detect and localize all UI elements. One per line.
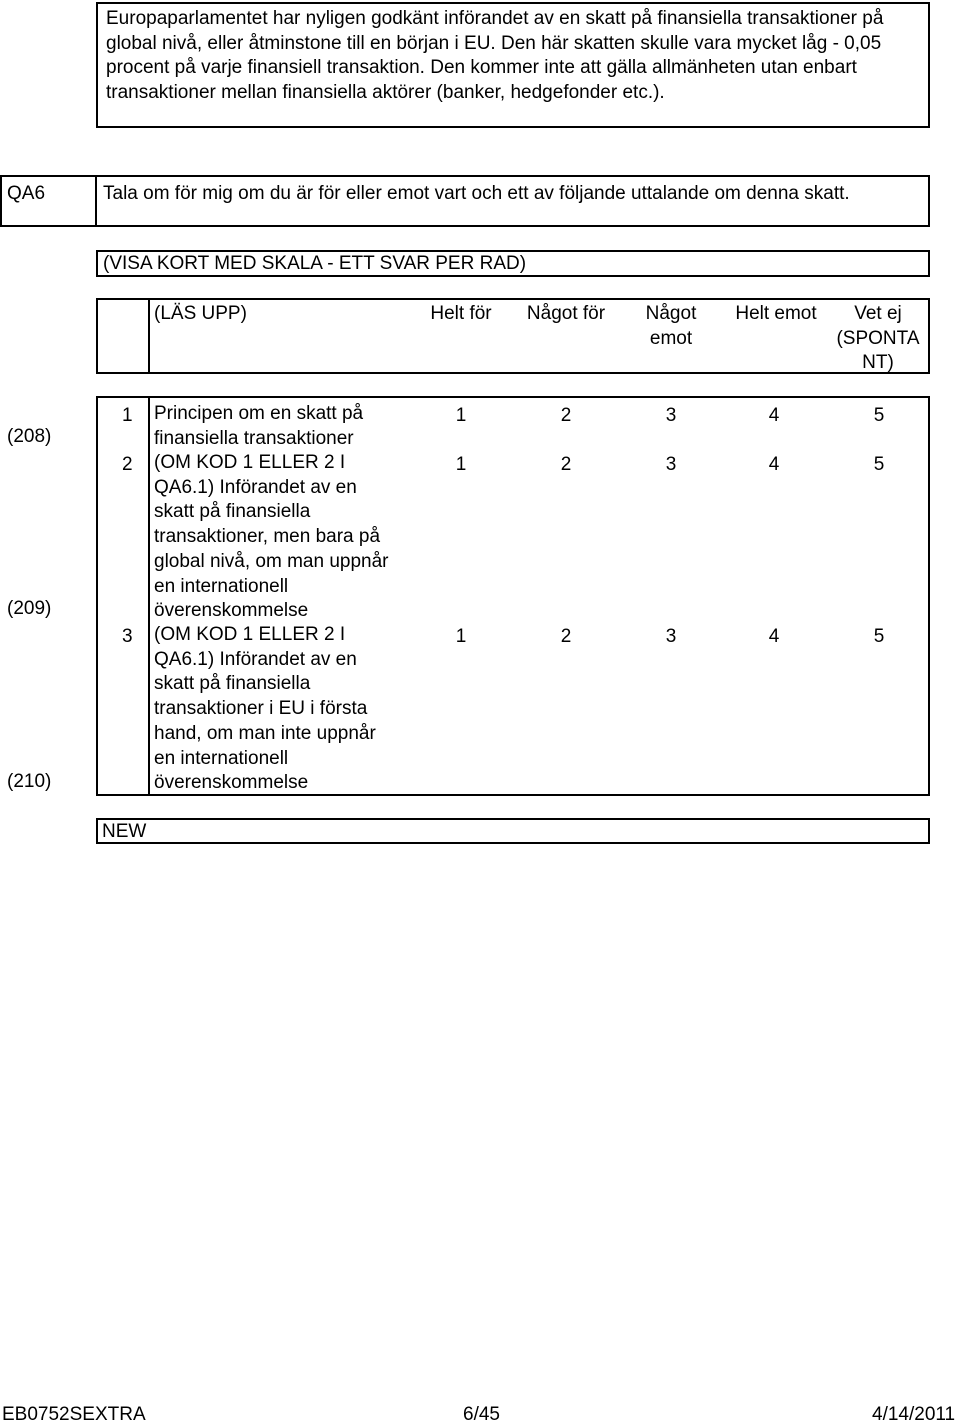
item-code: (208) [7, 426, 52, 447]
item-text-line: finansiella transaktioner [154, 427, 354, 449]
instruction-box [96, 250, 930, 277]
instruction-text: (VISA KORT MED SKALA - ETT SVAR PER RAD) [103, 253, 527, 274]
item-text-line: (OM KOD 1 ELLER 2 I [154, 452, 346, 473]
scale-header-line: Vet ej [854, 303, 902, 324]
read-out-label: (LÄS UPP) [154, 303, 247, 324]
intro-text-box [96, 2, 930, 128]
scale-header-line: Helt för [430, 303, 492, 324]
item-code: (210) [7, 771, 52, 792]
scale-header-nagot-for [516, 302, 616, 327]
scale-option[interactable]: 2 [560, 626, 572, 647]
item-text-line: överenskommelse [154, 772, 309, 794]
scale-option[interactable]: 3 [665, 405, 677, 426]
scale-header-line: Något [645, 303, 697, 324]
scale-option[interactable]: 4 [768, 405, 780, 426]
question-text: Tala om för mig om du är för eller emot vart och ett av följande uttalande om denna skatt. [103, 183, 850, 204]
item-text-line: transaktioner, men bara på [154, 526, 381, 548]
footer-date: 4/14/2011 [872, 1404, 956, 1425]
item-text-line: hand, om man inte uppnår [154, 722, 376, 744]
scale-header-helt-for [416, 302, 506, 327]
item-text-line: överenskommelse [154, 600, 309, 622]
divider [148, 298, 150, 374]
item-text-line: QA6.1) Införandet av en [154, 648, 357, 670]
items-table [96, 396, 930, 796]
item-number: 3 [122, 626, 133, 647]
item-text-line: QA6.1) Införandet av en [154, 476, 357, 498]
scale-header-line: emot [649, 327, 693, 349]
item-text [154, 623, 409, 796]
item-text-line: (OM KOD 1 ELLER 2 I [154, 624, 346, 645]
scale-header-helt-emot [726, 302, 826, 327]
scale-option[interactable]: 5 [873, 626, 885, 647]
scale-option[interactable]: 5 [873, 405, 885, 426]
divider [95, 175, 97, 227]
item-text [154, 402, 409, 451]
scale-option[interactable]: 3 [665, 454, 677, 475]
item-text-line: global nivå, om man uppnår [154, 550, 389, 572]
intro-line: procent på varje finansiell transaktion. Den kommer inte att gälla allmänheten utan enbart [106, 57, 857, 78]
item-number: 1 [122, 405, 133, 426]
new-label-box [96, 818, 930, 844]
scale-option[interactable]: 5 [873, 454, 885, 475]
scale-header-line: Helt emot [735, 303, 817, 324]
intro-line: global nivå, eller åtminstone till en början i EU. Den här skatten skulle vara mycket låg - 0,05 [106, 32, 882, 54]
scale-header [96, 298, 930, 374]
item-number: 2 [122, 454, 133, 475]
intro-line: transaktioner mellan finansiella aktörer (banker, hedgefonder etc.). [106, 81, 665, 103]
new-label: NEW [102, 821, 147, 842]
scale-option[interactable]: 1 [455, 454, 467, 475]
item-text-line: Principen om en skatt på [154, 403, 364, 424]
question-code: QA6 [7, 183, 46, 204]
scale-option[interactable]: 4 [768, 454, 780, 475]
scale-option[interactable]: 1 [455, 405, 467, 426]
intro-line: Europaparlamentet har nyligen godkänt införandet av en skatt på finansiella transaktioner på [106, 8, 884, 29]
item-text-line: skatt på finansiella [154, 501, 311, 523]
scale-option[interactable]: 1 [455, 626, 467, 647]
scale-header-line: Något för [526, 303, 606, 324]
item-text-line: skatt på finansiella [154, 673, 311, 695]
scale-header-line: NT) [862, 352, 894, 373]
footer-doc-id: EB0752SEXTRA [2, 1404, 146, 1425]
scale-header-line: (SPONTA [836, 327, 920, 349]
scale-header-nagot-emot [625, 302, 717, 351]
scale-header-vet-ej [828, 302, 928, 376]
question-box [0, 175, 930, 227]
item-text-line: en internationell [154, 575, 289, 597]
item-code: (209) [7, 598, 52, 619]
item-text [154, 451, 409, 624]
scale-option[interactable]: 4 [768, 626, 780, 647]
scale-option[interactable]: 2 [560, 405, 572, 426]
divider [148, 396, 150, 796]
item-text-line: transaktioner i EU i första [154, 698, 368, 720]
scale-option[interactable]: 2 [560, 454, 572, 475]
footer-page-number: 6/45 [463, 1404, 500, 1425]
item-text-line: en internationell [154, 747, 289, 769]
scale-option[interactable]: 3 [665, 626, 677, 647]
